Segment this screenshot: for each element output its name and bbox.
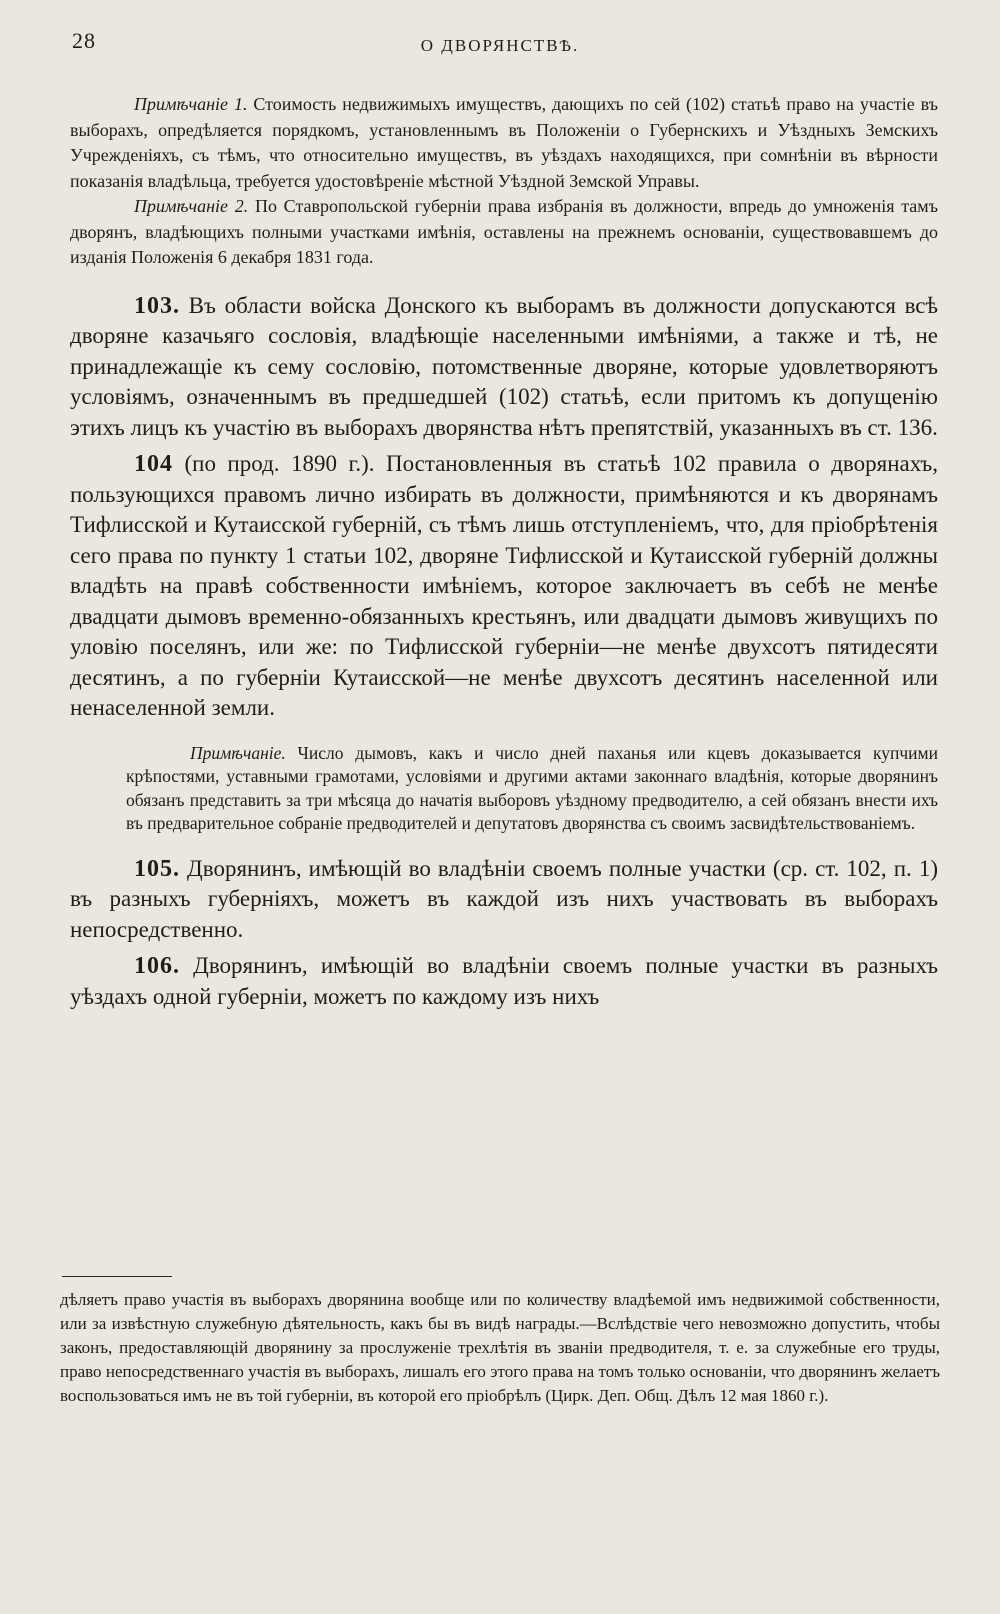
article-106 xyxy=(70,951,938,1012)
article-104-note-label: Примѣчаніе. xyxy=(190,742,286,763)
note-1-text: Стоимость недвижимыхъ имуществъ, дающихъ по сей (102) статьѣ право на участіе въ выборахъ, опредѣляется порядкомъ, установленнымъ въ Положеніи о Губернскихъ и Уѣздныхъ Земскихъ Учрежденіяхъ, съ тѣмъ, что относительно имуществъ, въ уѣздахъ находящихся, при сомнѣніи въ вѣрности показанія владѣльца, требуется удостовѣреніе мѣстной Уѣздной Земской Управы. xyxy=(70,94,939,191)
article-103-number: 103. xyxy=(134,292,180,319)
footnote: дѣляетъ право участія въ выборахъ дворянина вообще или по количеству владѣемой имъ недвижимой собственности, или за извѣстную служебную дѣятельность, какъ бы въ видѣ награды.—Вслѣдствіе чего невозможно допустить, чтобы законъ, предоставляющій дворянину за прослуженіе трехлѣтія въ званіи предводителя, т. е. за служебные его труды, право непосредственнаго участія въ выборахъ, лишалъ его этого права на томъ только основаніи, что дворянинъ желаетъ воспользоваться имъ не въ той губерніи, въ которой его пріобрѣлъ (Цирк. Деп. Общ. Дѣлъ 12 мая 1860 г.). xyxy=(60,1290,940,1405)
article-105-text: Дворянинъ, имѣющій во владѣніи своемъ полные участки (ср. ст. 102, п. 1) въ разныхъ губерніяхъ, можетъ въ каждой изъ нихъ участвовать въ выборахъ непосредственно. xyxy=(70,855,938,942)
article-104 xyxy=(70,449,938,724)
note-2-text: По Ставропольской губерніи права избранія въ должности, впредь до умноженія тамъ дворянъ, владѣющихъ полными участками имѣнія, оставлены на прежнемъ основаніи, существовавшемъ до изданія Положенія 6 декабря 1831 года. xyxy=(70,196,938,267)
article-104-text: (по прод. 1890 г.). Постановленныя въ статьѣ 102 правила о дворянахъ, пользующихся правомъ лично избирать въ должности, примѣняются и къ дворянамъ Тифлисской и Кутаисской губерній, съ тѣмъ лишь отступленіемъ, что, для пріобрѣтенія сего права по пункту 1 статьи 102, дворяне Тифлисской и Кутаисской губерній должны владѣть на правѣ собственности имѣніемъ, которое заключаетъ въ себѣ не менѣе двадцати дымовъ временно-обязанныхъ крестьянъ, или двадцати дымовъ живущихъ по уловію поселянъ, или же: по Тифлисской губерніи—не менѣе двухсотъ пятидесяти десятинъ, а по губерніи Кутаисской—не менѣе двухсотъ десятинъ населенной или ненаселенной земли. xyxy=(70,451,938,720)
note-2-label: Примѣчаніе 2. xyxy=(134,196,249,216)
note-2 xyxy=(70,194,938,271)
main-text xyxy=(70,92,938,1012)
note-1 xyxy=(70,92,938,194)
article-105-number: 105. xyxy=(134,855,180,882)
page-number: 28 xyxy=(72,28,96,53)
article-106-number: 106. xyxy=(134,953,180,979)
article-104-number: 104 xyxy=(134,451,173,477)
article-104-note xyxy=(126,742,938,836)
article-106-text: Дворянинъ, имѣющій во владѣніи своемъ полные участки въ разныхъ уѣздахъ одной губерніи, можетъ по каждому изъ нихъ xyxy=(70,953,938,1009)
article-103 xyxy=(70,291,938,444)
note-1-label: Примѣчаніе 1. xyxy=(134,94,248,114)
article-104-note-text: Число дымовъ, какъ и число дней паханья или кцевъ доказывается купчими крѣпостями, уставными грамотами, условіями и другими актами законнаго владѣнія, которые дворянинъ обязанъ представить за три мѣсяца до начатія выборовъ уѣздному предводителю, а сей обязанъ внести ихъ въ предварительное собраніе предводителей и депутатовъ дворянства съ своимъ засвидѣтельствованіемъ. xyxy=(126,742,938,833)
article-103-text: Въ области войска Донского къ выборамъ въ должности допускаются всѣ дворяне казачьяго сословія, владѣющіе населенными имѣніями, а также и тѣ, не принадлежащіе къ сему сословію, потомственные дворяне, которые удовлетворяютъ условіямъ, означеннымъ въ предшедшей (102) статьѣ, если притомъ къ допущенію этихъ лицъ къ участію въ выборахъ дворянства нѣтъ препятствій, указанныхъ въ ст. 136. xyxy=(70,292,938,440)
footnote-rule xyxy=(62,1276,172,1277)
running-title: О ДВОРЯНСТВѢ. xyxy=(420,36,580,55)
article-105 xyxy=(70,854,938,946)
